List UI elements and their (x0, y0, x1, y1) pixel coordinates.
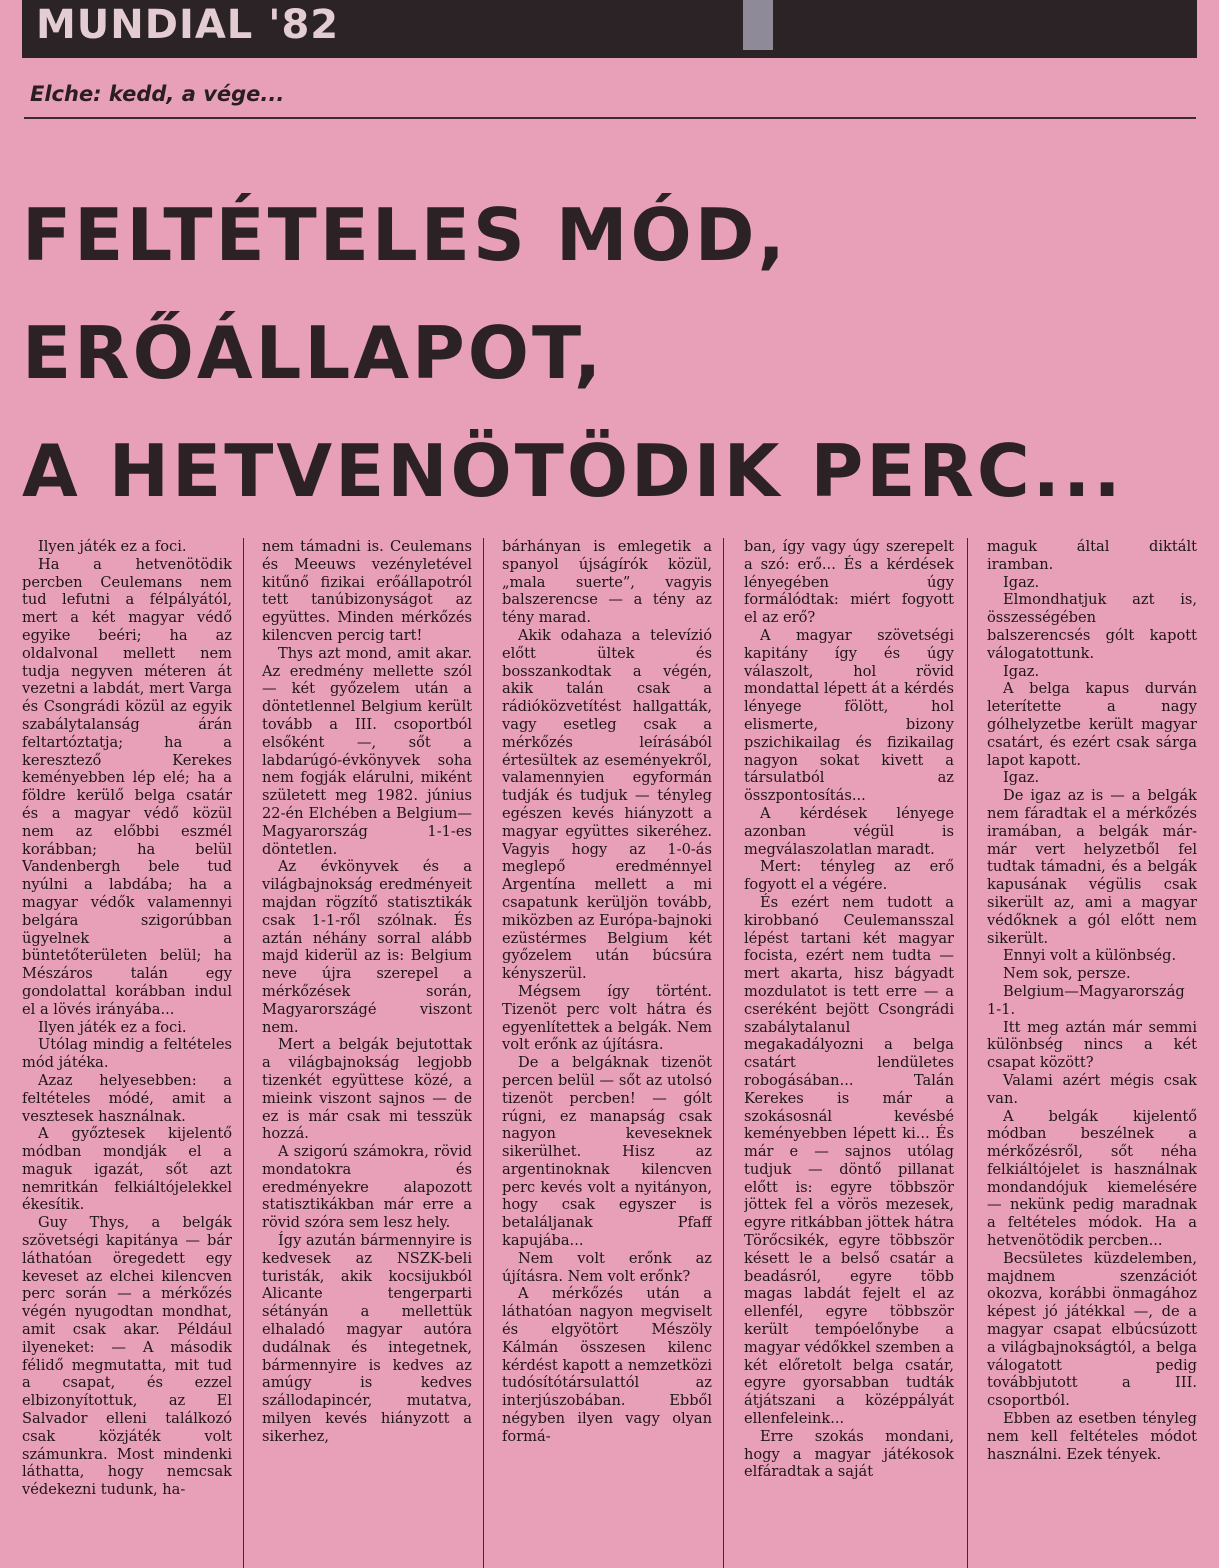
paragraph: A kérdések lényege azonban végül is megválaszolatlan maradt. (744, 804, 954, 858)
headline-line-1: FELTÉTELES MÓD, (22, 193, 788, 277)
paragraph: A mérkőzés után a láthatóan nagyon megviselt és elgyötört Mészöly Kálmán összesen kilenc kérdést kapott a nemzetközi tudósítótársulattól az interjúszobában. Ebből négyben ilyen vagy olyan formá- (502, 1285, 712, 1445)
column-divider (967, 538, 968, 1568)
paragraph: És ezért nem tudott a kirobbanó Ceulemansszal lépést tartani két magyar focista, ezért nem tudta — mert akarta, hisz bágyadt mozdulatot is tett erre — a cseréként bejött Csongrádi szabálytalanul megakadályozni a belga csatárt lendületes robogásában... Talán Kerekes is már a szokásosnál kevésbé keményebben lépett ki... És már e — sajnos utólag tudjuk — döntő pillanat előtt is: egyre többször jöttek fel a vörös mezesek, egyre ritkábban jöttek hátra Törőcsikék, egyre többször késett le a belső csatár a beadásról, egyre több magas labdát fejelt el az ellenfél, egyre többször került tempóelőnybe a magyar védőkkel szemben a két előretolt belga csatár, egyre gyorsabban tudták átjátszani a középpályát ellenfeleink... (744, 893, 954, 1428)
paragraph: Ebben az esetben tényleg nem kell feltételes módot használni. Ezek tények. (987, 1410, 1197, 1463)
article-column-3 (502, 538, 712, 1568)
masthead-accent-block (743, 0, 773, 50)
paragraph: A magyar szövetségi kapitány így és úgy válaszolt, hol rövid mondattal lépett át a kérdés lényege fölött, hol elismerte, bizony pszichikailag és fizikailag nagyon sokat kivett a társulatból az összpontosítás... (744, 626, 954, 805)
article-column-5 (987, 538, 1197, 1568)
paragraph: A belgák kijelentő módban beszélnek a mérkőzésről, sőt néha felkiáltójelet is használnak mondandójuk kiemelésére — nekünk pedig maradnak a feltételes módok. Ha a hetvenötödik percben... (987, 1107, 1197, 1250)
column-divider (483, 538, 484, 1568)
paragraph: Utólag mindig a feltételes mód játéka. (22, 1036, 232, 1072)
article-body (22, 538, 1202, 1568)
paragraph: A szigorú számokra, rövid mondatokra és eredményekre alapozott statisztikákban már erre a rövid szóra sem lesz hely. (262, 1143, 472, 1232)
paragraph: Erre szokás mondani, hogy a magyar játékosok elfáradtak a saját (744, 1427, 954, 1481)
headline-line-2: ERŐÁLLAPOT, (22, 311, 605, 395)
paragraph: ban, így vagy úgy szerepelt a szó: erő... És a kérdések lényegében úgy formálódtak: miért fogyott el az erő? (744, 538, 954, 627)
subheading-rule (24, 117, 1196, 119)
paragraph: Igaz. (1003, 573, 1040, 591)
paragraph: Igaz. (1003, 662, 1040, 680)
paragraph: Az évkönyvek és a világbajnokság eredményeit majdan rögzítő statisztikák csak 1-1-ről szólnak. És aztán néhány sorral alább majd kiderül az is: Belgium neve újra szerepel a mérkőzések során, Magyarországé viszont nem. (262, 858, 472, 1036)
headline-line-3: A HETVENÖTÖDIK PERC... (22, 429, 1124, 513)
column-divider (723, 538, 724, 1568)
paragraph: Thys azt mond, amit akar. Az eredmény mellette szól — két győzelem után a döntetlennel Belgium került tovább a III. csoportból elsőként —, sőt a labdarúgó-évkönyvek soha nem fogják elárulni, miként született meg 1982. június 22-én Elchében a Belgium—Magyarország 1-1-es döntetlen. (262, 644, 472, 858)
paragraph: Akik odahaza a televízió előtt ültek és bosszankodtak a végén, akik talán csak a rádióközvetítést hallgatták, vagy esetleg csak a mérkőzés leírásából értesültek az eseményekről, valamennyien egyformán tudják és tudjuk — tényleg egészen kevés hiányzott a magyar együttes sikeréhez. Vagyis hogy az 1-0-ás meglepő eredménnyel Argentína mellett a mi csapatunk kerüljön tovább, miközben az Európa-bajnoki ezüstérmes Belgium két győzelem után búcsúra kényszerül. (502, 626, 712, 983)
article-column-1 (22, 538, 232, 1568)
paragraph: Mert: tényleg az erő fogyott el a végére. (744, 858, 954, 894)
paragraph: De a belgáknak tizenöt percen belül — sőt az utolsó tizenöt percben! — gólt rúgni, ez manapság csak nagyon keveseknek sikerülhet. Hisz az argentinoknak kilencven perc kevés volt a nyitányon, hogy csak egyszer is betaláljanak Pfaff kapujába... (502, 1054, 712, 1250)
paragraph: Guy Thys, a belgák szövetségi kapitánya — bár láthatóan öregedett egy keveset az elchei kilencven perc során — a mérkőzés végén nyugodtan mondhat, amit csak akar. Például ilyeneket: — A második félidő megmutatta, mit tud a csapat, és ezzel elbizonyítottuk, az El Salvador elleni találkozó csak közjáték volt számunkra. Most mindenki láthatta, hogy nemcsak védekezni tudunk, ha- (22, 1214, 232, 1499)
paragraph: Elmondhatjuk azt is, összességében balszerencsés gólt kapott válogatottunk. (987, 591, 1197, 662)
paragraph: Nem sok, persze. (1003, 965, 1131, 983)
paragraph: nem támadni is. Ceulemans és Meeuws vezényletével kitűnő fizikai erőállapotról tett tanúbizonyságot az együttes. Minden mérkőzés kilencven percig tart! (262, 538, 472, 644)
paragraph: Mégsem így történt. Tizenöt perc volt hátra és egyenlítettek a belgák. Nem volt erőnk az újításra. (502, 982, 712, 1054)
paragraph: De igaz az is — a belgák nem fáradtak el a mérkőzés iramában, a belgák már-már vert helyzetből fel tudtak támadni, és a belgák kapusának végülis csak sikerült az, ami a magyar védőknek a gól előtt nem sikerült. (987, 787, 1197, 947)
paragraph: Ilyen játék ez a foci. (38, 538, 187, 555)
headline (22, 176, 1212, 530)
section-title: MUNDIAL '82 (36, 2, 340, 48)
paragraph: Ha a hetvenötödik percben Ceulemans nem tud lefutni a félpályától, mert a két magyar védő egyike beéri; ha az oldalvonal mellett nem tudja negyven méteren át vezetni a labdát, mert Varga és Csongrádi közül az egyik szabálytalanság árán feltartóztatja; ha a keresztező Kerekes keményebben lép elé; ha a földre kerülő belga csatár és a magyar védő közül nem az előbbi eszmél korábban; ha belül Vandenbergh bele tud nyúlni a labdába; ha a magyar védők valamennyi belgára szigorúbban ügyelnek a büntetőterületen belül; ha Mészáros talán egy gondolattal korábban indul el a lövés irányába... (22, 555, 232, 1018)
masthead (22, 0, 1197, 58)
paragraph: bárhányan is emlegetik a spanyol újságírók közül, „mala suerte”, vagyis balszerencse — a tény az tény marad. (502, 538, 712, 627)
paragraph: Belgium—Magyarország 1-1. (987, 982, 1185, 1018)
paragraph: A belga kapus durván leterítette a nagy gólhelyzetbe került magyar csatárt, és ezért csak sárga lapot kapott. (987, 680, 1197, 769)
paragraph: Így azután bármennyire is kedvesek az NSZK-beli turisták, akik kocsijukból Alicante tengerparti sétányán a mellettük elhaladó magyar autóra dudálnak és integetnek, bármennyire is kedves az amúgy is kedves szállodapincér, mutatva, milyen kevés hiányzott a sikerhez, (262, 1232, 472, 1445)
paragraph: Itt meg aztán már semmi különbség nincs a két csapat között? (987, 1018, 1197, 1072)
subheading: Elche: kedd, a vége... (30, 82, 285, 106)
paragraph: Mert a belgák bejutottak a világbajnokság legjobb tizenkét együttese közé, a mieink viszont sajnos — de ez is már csak mi tesszük hozzá. (262, 1036, 472, 1143)
paragraph: maguk által diktált iramban. (987, 538, 1197, 573)
paragraph: A győztesek kijelentő módban mondják el a maguk igazát, sőt azt nemritkán felkiáltójelekkel ékesítik. (22, 1125, 232, 1214)
paragraph: Nem volt erőnk az újításra. Nem volt erőnk? (502, 1249, 712, 1285)
paragraph: Valami azért mégis csak van. (987, 1071, 1197, 1107)
paragraph: Igaz. (1003, 769, 1040, 787)
paragraph: Azaz helyesebben: a feltételes módé, amit a vesztesek használnak. (22, 1071, 232, 1125)
column-divider (243, 538, 244, 1568)
paragraph: Becsületes küzdelemben, majdnem szenzációt okozva, korábbi önmagához képest jó játékkal —, de a magyar csapat elbúcsúzott a világbajnokságtól, a belga válogatott pedig továbbjutott a III. csoportból. (987, 1249, 1197, 1410)
article-column-2 (262, 538, 472, 1568)
article-column-4 (744, 538, 954, 1568)
paragraph: Ennyi volt a különbség. (1003, 947, 1177, 965)
paragraph: Ilyen játék ez a foci. (38, 1018, 187, 1036)
